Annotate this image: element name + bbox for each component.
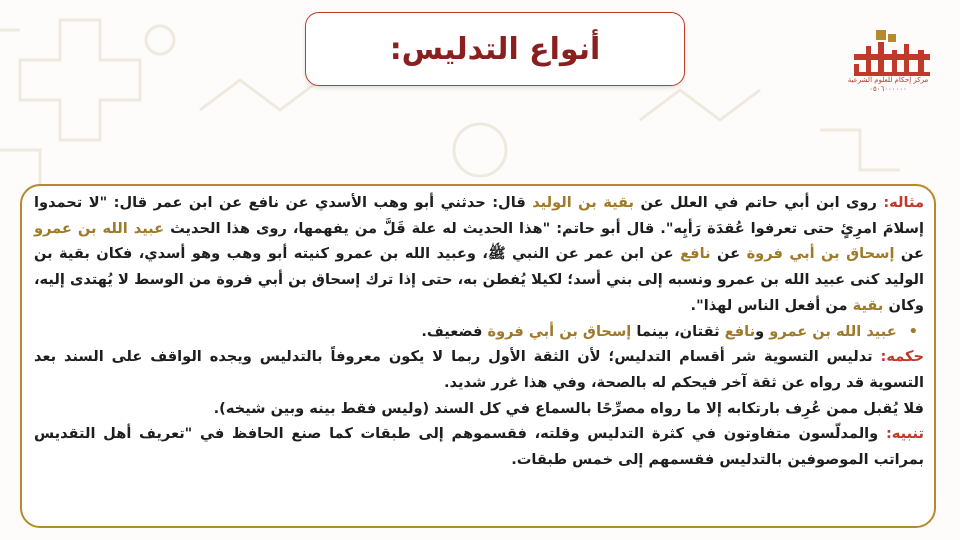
- example-text-e: عن ابن عمر عن النبي ﷺ، وعبيد الله بن عمرو كنيته أبو وهب وهو أسدي، فكان بقية بن الوليد كنى عبيد الله بن عمرو ونسبه إلى بني أسد؛ لكيلا يُفطن به، حتى إذا ترك إسحاق بن أبي فروة من الوسط لا يُهتدى إليه، وكان: [34, 245, 924, 314]
- logo-caption-text: مركز إحكام للعلوم الشرعية: [847, 76, 929, 84]
- slide-title: أنواع التدليس:: [389, 31, 601, 67]
- example-text-d: عن: [710, 245, 747, 263]
- logo-caption: [836, 76, 940, 94]
- title-card: [305, 12, 685, 86]
- ruling-paragraph: [34, 344, 924, 395]
- note-paragraph: [34, 421, 924, 472]
- example-text-c: عن: [894, 245, 925, 263]
- example-paragraph: [34, 190, 924, 319]
- example-label: مثاله:: [883, 194, 924, 211]
- ruling-label: حكمه:: [880, 348, 924, 366]
- narrator-baqiyya: بقية: [852, 296, 884, 314]
- note-label: تنبيه:: [885, 425, 924, 443]
- ruling-text: تدليس التسوية شر أقسام التدليس؛ لأن الثقة الأول ربما لا يكون معروفاً بالتدليس ويجده الواقف على السند بعد التسوية قد رواه عن ثقة آخر فيحكم له بالصحة، وفي هذا غرر شديد.: [34, 348, 924, 391]
- bullet-narrator-nafi: نافع: [724, 322, 756, 340]
- content-card: [20, 184, 936, 528]
- narrator-baqiyya-ibn-al-walid: بقية بن الوليد: [532, 194, 635, 211]
- bullet-icon: •: [908, 322, 918, 340]
- logo-phone: ٠٥٠٦٠٠٠٠٠٠: [869, 85, 907, 93]
- note-text: والمدلّسون متفاوتون في كثرة التدليس وقلته، فقسموهم إلى طبقات كما صنع الحافظ في "تعريف أهل التقديس بمراتب الموصوفين بالتدليس فقسمهم إلى خمس طبقات.: [34, 425, 924, 469]
- acceptance-paragraph: فلا يُقبل ممن عُرِف بارتكابه إلا ما رواه مصرِّحًا بالسماع في كل السند (وليس فقط بينه وبين شيخه).: [213, 399, 924, 417]
- bullet-text-b: و: [755, 322, 770, 340]
- bullet-text-f: فضعيف.: [421, 322, 488, 340]
- example-text-b: قال: حدثني أبو وهب الأسدي عن نافع عن ابن عمر قال: "لا تحمدوا إسلامَ امرِئٍ حتى تعرفوا عُقدَة رَأيِه". قال أبو حاتم: "هذا الحديث له علة قَلَّ من يفهمها، روى هذا الحديث: [34, 194, 924, 237]
- bullet-text-d: ثقتان، بينما: [631, 322, 725, 340]
- bullet-item: [34, 319, 924, 345]
- example-text-f: من أفعل الناس لهذا".: [690, 296, 853, 314]
- bullet-narrator-ubaydullah: عبيد الله بن عمرو: [769, 322, 897, 340]
- narrator-ubaydullah-ibn-amr: عبيد الله بن عمرو: [34, 219, 165, 237]
- bullet-narrator-ishaq: إسحاق بن أبي فروة: [487, 322, 632, 340]
- narrator-ishaq-ibn-abi-farwa: إسحاق بن أبي فروة: [746, 245, 895, 263]
- example-text-a: روى ابن أبي حاتم في العلل عن: [634, 194, 884, 211]
- narrator-nafi: نافع: [680, 245, 711, 263]
